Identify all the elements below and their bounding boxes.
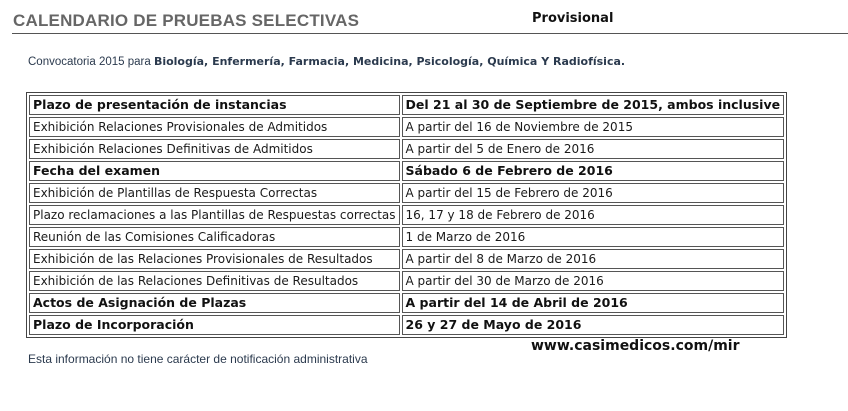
table-row <box>29 95 784 115</box>
event-label-cell: Reunión de las Comisiones Calificadoras <box>29 227 400 247</box>
header-divider <box>12 33 848 34</box>
event-label-cell: Plazo de presentación de instancias <box>29 95 400 115</box>
event-label-cell: Exhibición Relaciones Provisionales de Admitidos <box>29 117 400 137</box>
table-row <box>29 183 784 203</box>
event-date-cell: A partir del 15 de Febrero de 2016 <box>402 183 785 203</box>
calendar-table <box>26 92 787 338</box>
source-url: www.casimedicos.com/mir <box>531 338 740 354</box>
disclaimer-note: Esta información no tiene carácter de notificación administrativa <box>28 352 368 366</box>
event-label-cell: Exhibición de las Relaciones Provisionales de Resultados <box>29 249 400 269</box>
event-date-cell: Del 21 al 30 de Septiembre de 2015, ambos inclusive <box>402 95 785 115</box>
table-row <box>29 161 784 181</box>
page-title: CALENDARIO DE PRUEBAS SELECTIVAS <box>13 11 360 30</box>
table-row <box>29 117 784 137</box>
event-date-cell: 16, 17 y 18 de Febrero de 2016 <box>402 205 785 225</box>
event-label-cell: Plazo de Incorporación <box>29 315 400 335</box>
event-label-cell: Plazo reclamaciones a las Plantillas de Respuestas correctas <box>29 205 400 225</box>
table-row <box>29 315 784 335</box>
table-row <box>29 293 784 313</box>
status-label: Provisional <box>532 11 614 26</box>
event-label-cell: Exhibición de Plantillas de Respuesta Correctas <box>29 183 400 203</box>
intro-prefix: Convocatoria 2015 para <box>28 56 154 68</box>
event-date-cell: A partir del 16 de Noviembre de 2015 <box>402 117 785 137</box>
intro-text <box>28 55 625 68</box>
event-date-cell: Sábado 6 de Febrero de 2016 <box>402 161 785 181</box>
event-date-cell: A partir del 14 de Abril de 2016 <box>402 293 785 313</box>
event-label-cell: Fecha del examen <box>29 161 400 181</box>
event-date-cell: A partir del 5 de Enero de 2016 <box>402 139 785 159</box>
table-row <box>29 139 784 159</box>
table-row <box>29 227 784 247</box>
event-date-cell: A partir del 30 de Marzo de 2016 <box>402 271 785 291</box>
table-row <box>29 205 784 225</box>
event-label-cell: Exhibición de las Relaciones Definitivas de Resultados <box>29 271 400 291</box>
intro-specialties: Biología, Enfermería, Farmacia, Medicina, Psicología, Química Y Radiofísica. <box>153 55 626 68</box>
event-date-cell: 26 y 27 de Mayo de 2016 <box>402 315 785 335</box>
calendar-table-body <box>29 95 784 335</box>
table-row <box>29 249 784 269</box>
event-label-cell: Actos de Asignación de Plazas <box>29 293 400 313</box>
event-label-cell: Exhibición Relaciones Definitivas de Admitidos <box>29 139 400 159</box>
table-row <box>29 271 784 291</box>
event-date-cell: 1 de Marzo de 2016 <box>402 227 785 247</box>
event-date-cell: A partir del 8 de Marzo de 2016 <box>402 249 785 269</box>
